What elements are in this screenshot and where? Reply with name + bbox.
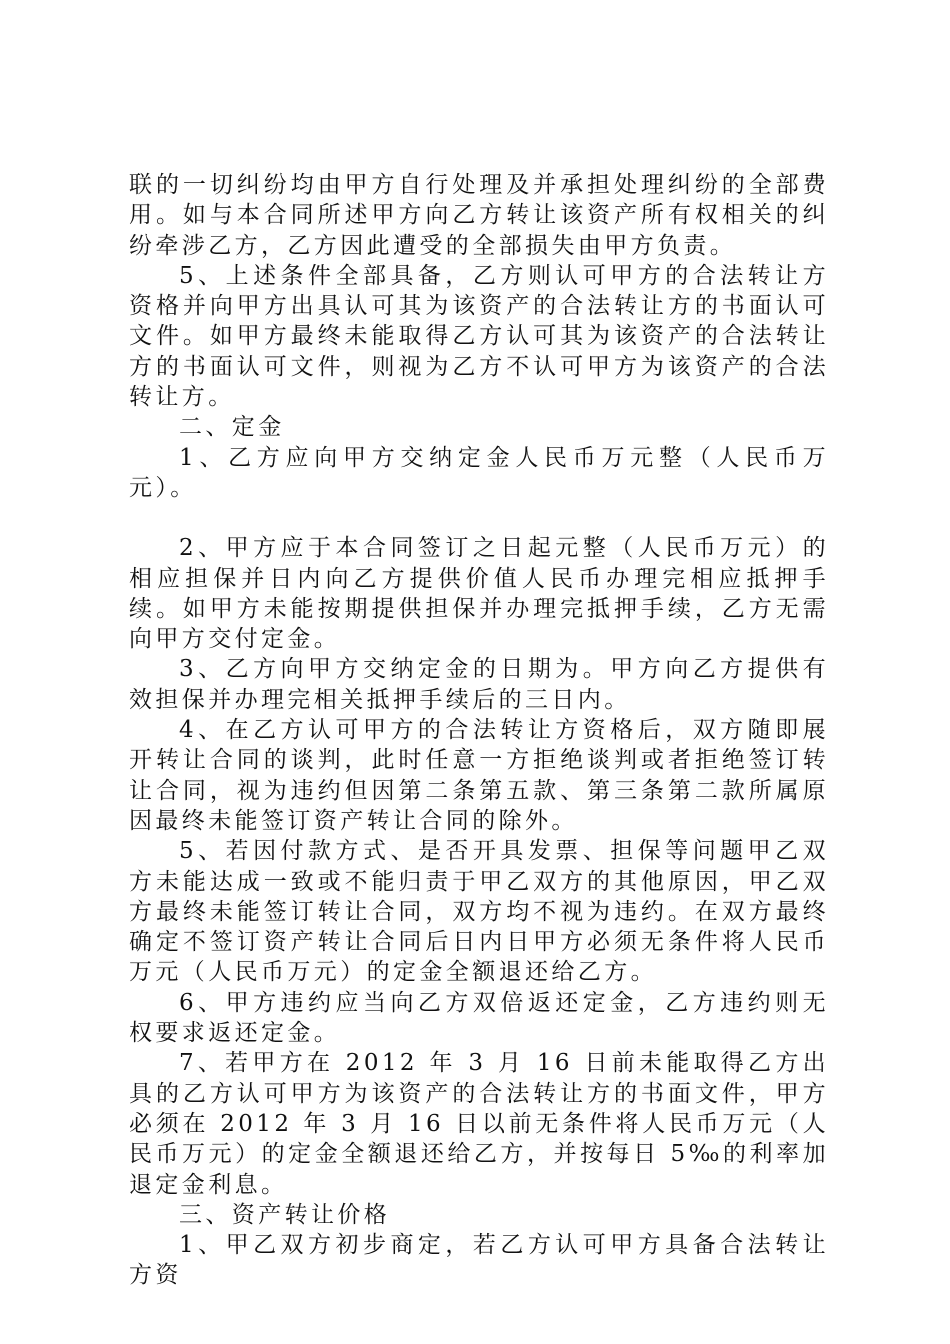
paragraph-deposit-clause-7: 7、若甲方在 2012 年 3 月 16 日前未能取得乙方出具的乙方认可甲方为该资产的合法转让方的书面文件，甲方必须在 2012 年 3 月 16 日以前无条件将人民币万元（人民币万元）的定金全额退还给乙方，并按每日 5‰的利率加退定金利息。 xyxy=(129,1050,829,1198)
paragraph-deposit-clause-6: 6、甲方违约应当向乙方双倍返还定金，乙方违约则无权要求返还定金。 xyxy=(129,989,829,1047)
paragraph-dispute-responsibility: 联的一切纠纷均由甲方自行处理及并承担处理纠纷的全部费用。如与本合同所述甲方向乙方转让该资产所有权相关的纠纷牵涉乙方，乙方因此遭受的全部损失由甲方负责。 xyxy=(129,172,829,259)
paragraph-deposit-clause-5: 5、若因付款方式、是否开具发票、担保等问题甲乙双方未能达成一致或不能归责于甲乙双方的其他原因，甲乙双方最终未能签订转让合同，双方均不视为违约。在双方最终确定不签订资产转让合同后日内日甲方必须无条件将人民币万元（人民币万元）的定金全额退还给乙方。 xyxy=(129,838,829,986)
paragraph-clause-5-recognition: 5、上述条件全部具备，乙方则认可甲方的合法转让方资格并向甲方出具认可其为该资产的合法转让方的书面认可文件。如甲方最终未能取得乙方认可其为该资产的合法转让方的书面认可文件，则视为乙方不认可甲方为该资产的合法转让方。 xyxy=(129,262,829,411)
paragraph-deposit-clause-4: 4、在乙方认可甲方的合法转让方资格后，双方随即展开转让合同的谈判，此时任意一方拒绝谈判或者拒绝签订转让合同，视为违约但因第二条第五款、第三条第二款所属原因最终未能签订资产转让合同的除外。 xyxy=(129,717,829,834)
paragraph-deposit-clause-1: 1、乙方应向甲方交纳定金人民币万元整（人民币万元）。 xyxy=(129,444,829,501)
paragraph-deposit-clause-3: 3、乙方向甲方交纳定金的日期为。甲方向乙方提供有效担保并办理完相关抵押手续后的三日内。 xyxy=(129,656,829,713)
paragraph-deposit-clause-2: 2、甲方应于本合同签订之日起元整（人民币万元）的相应担保并日内向乙方提供价值人民币办理完相应抵押手续。如甲方未能按期提供担保并办理完抵押手续，乙方无需向甲方交付定金。 xyxy=(129,535,829,653)
paragraph-price-clause-1: 1、甲乙双方初步商定，若乙方认可甲方具备合法转让方资 xyxy=(129,1232,829,1289)
section-heading-transfer-price: 三、资产转让价格 xyxy=(179,1201,391,1228)
blank-line xyxy=(129,503,829,533)
contract-text xyxy=(129,170,829,1291)
section-heading-deposit: 二、定金 xyxy=(179,414,285,441)
